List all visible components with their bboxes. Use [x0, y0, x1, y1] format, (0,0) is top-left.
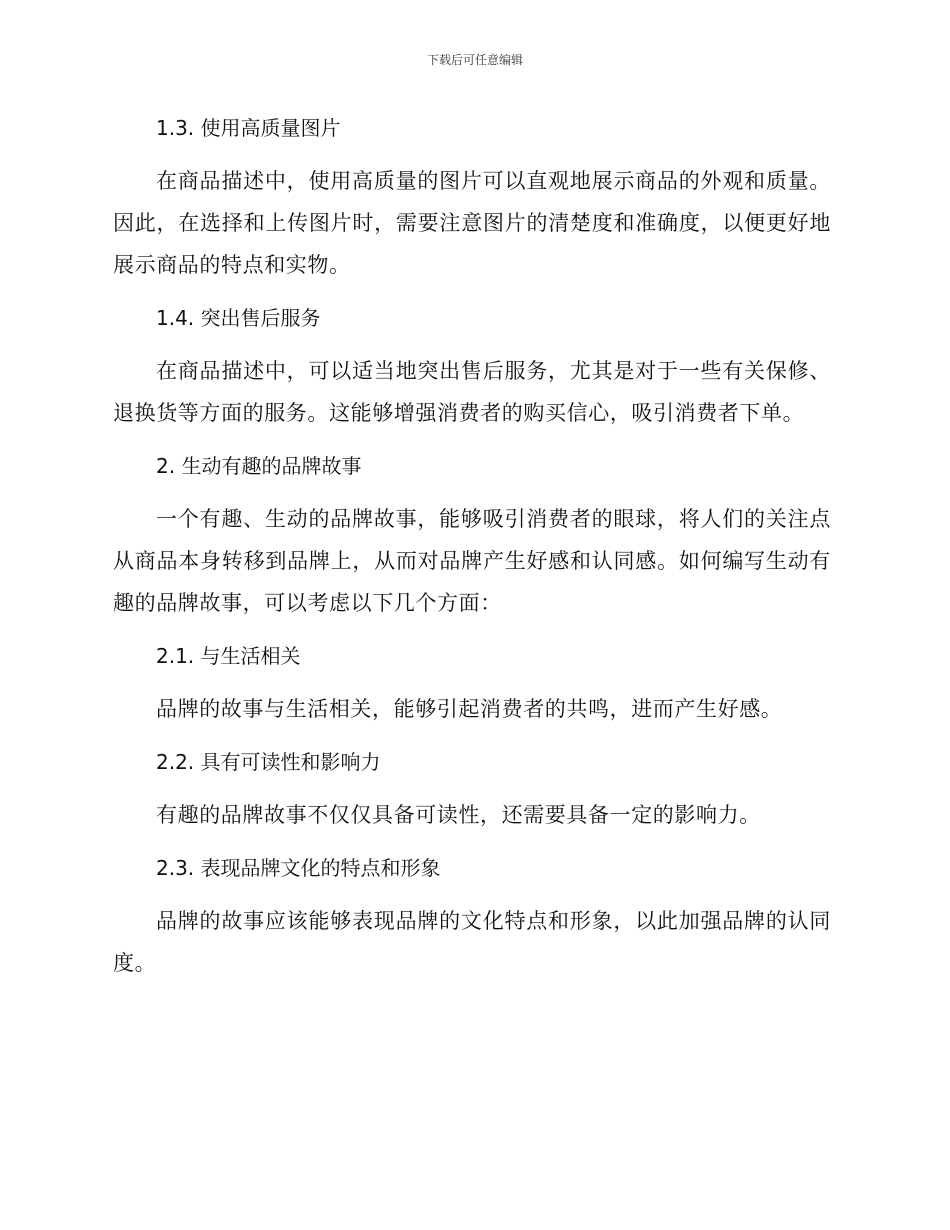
section-2-2 — [113, 740, 831, 836]
section-heading: 1.4. 突出售后服务 — [156, 306, 321, 330]
section-2-3 — [113, 846, 831, 984]
section-2-1 — [113, 634, 831, 730]
section-paragraph: 在商品描述中，可以适当地突出售后服务，尤其是对于一些有关保修、退换货等方面的服务。这能够增强消费者的购买信心，吸引消费者下单。 — [113, 359, 831, 425]
document-body — [113, 106, 831, 994]
section-heading: 2.3. 表现品牌文化的特点和形象 — [156, 856, 441, 880]
section-heading: 2.1. 与生活相关 — [156, 644, 301, 668]
section-heading: 1.3. 使用高质量图片 — [156, 116, 341, 140]
section-1-3 — [113, 106, 831, 286]
section-paragraph: 品牌的故事应该能够表现品牌的文化特点和形象，以此加强品牌的认同度。 — [113, 909, 831, 975]
section-heading: 2.2. 具有可读性和影响力 — [156, 750, 381, 774]
section-1-4 — [113, 296, 831, 434]
section-paragraph: 一个有趣、生动的品牌故事，能够吸引消费者的眼球，将人们的关注点从商品本身转移到品牌上，从而对品牌产生好感和认同感。如何编写生动有趣的品牌故事，可以考虑以下几个方面： — [113, 507, 831, 615]
page-header: 下载后可任意编辑 — [426, 53, 523, 67]
section-paragraph: 在商品描述中，使用高质量的图片可以直观地展示商品的外观和质量。因此，在选择和上传图片时，需要注意图片的清楚度和准确度，以便更好地展示商品的特点和实物。 — [113, 169, 831, 277]
section-paragraph: 品牌的故事与生活相关，能够引起消费者的共鸣，进而产生好感。 — [156, 697, 783, 721]
section-paragraph: 有趣的品牌故事不仅仅具备可读性，还需要具备一定的影响力。 — [156, 803, 761, 827]
section-2 — [113, 444, 831, 624]
section-heading: 2. 生动有趣的品牌故事 — [156, 454, 362, 478]
